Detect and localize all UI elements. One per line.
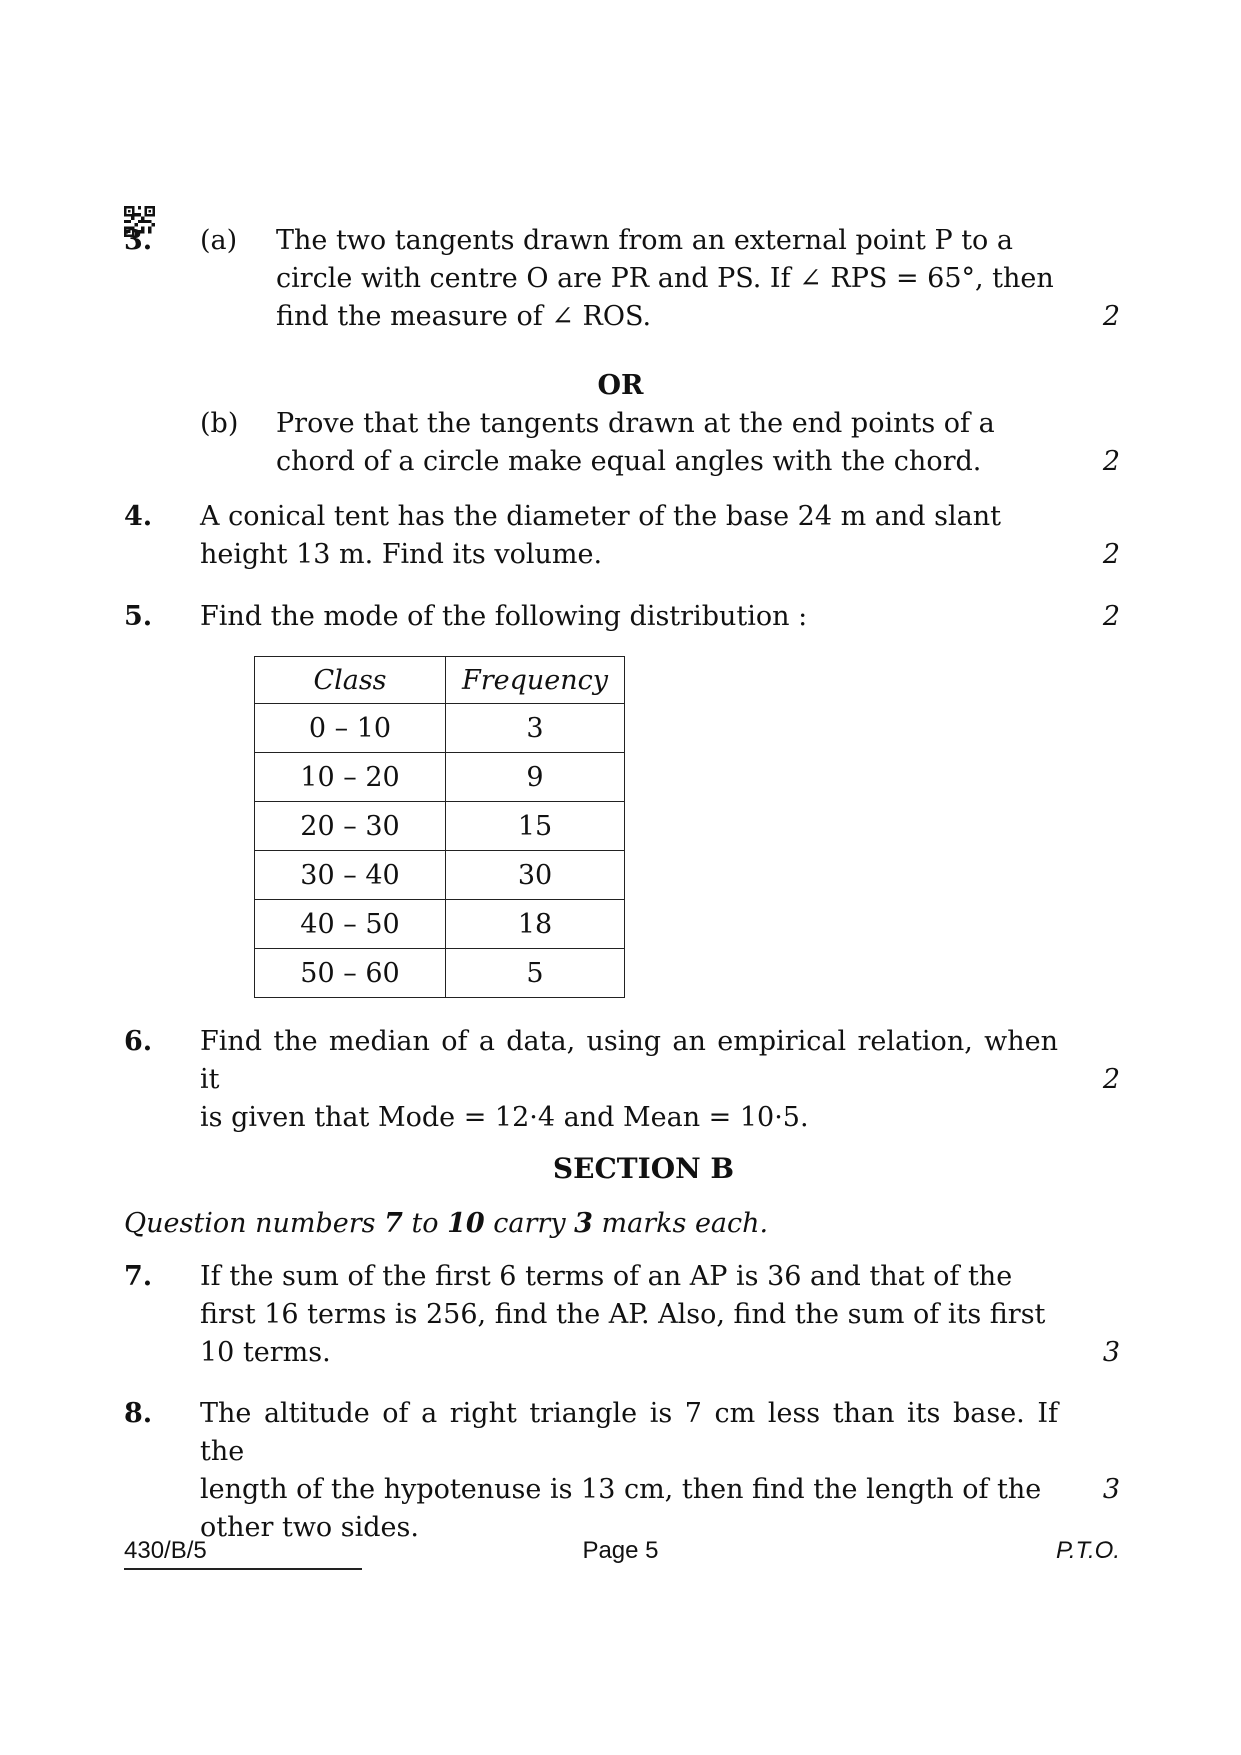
- pto-label: P.T.O.: [1055, 1537, 1120, 1564]
- table-row: [255, 900, 625, 949]
- table-row: [255, 753, 625, 802]
- table-cell: 9: [446, 753, 625, 802]
- table-cell: 30 – 40: [255, 851, 446, 900]
- text-line: Find the median of a data, using an empirical relation, when it: [200, 1026, 1058, 1095]
- question-number: 7.: [124, 1261, 153, 1292]
- page-number: Page 5: [582, 1537, 659, 1564]
- sub-label-b: (b): [200, 408, 239, 439]
- text-line: The two tangents drawn from an external point P to a: [276, 225, 1013, 256]
- question-4-text: [200, 498, 1058, 574]
- marks: 2: [1102, 601, 1120, 632]
- text-line: circle with centre O are PR and PS. If ∠ RPS = 65°, then: [276, 263, 1054, 294]
- instruction-text: Question numbers: [124, 1208, 385, 1239]
- text-line: find the measure of ∠ ROS.: [276, 301, 652, 332]
- instruction-text: marks each.: [592, 1208, 769, 1239]
- text-line: is given that Mode = 12·4 and Mean = 10·5.: [200, 1102, 809, 1133]
- table-header: Frequency: [446, 657, 625, 704]
- paper-code: 430/B/5: [124, 1537, 207, 1564]
- question-number: 8.: [124, 1398, 153, 1429]
- marks: 2: [1102, 1064, 1120, 1095]
- question-number: 4.: [124, 501, 153, 532]
- table-cell: 5: [446, 949, 625, 998]
- question-number: 6.: [124, 1026, 153, 1057]
- table-cell: 10 – 20: [255, 753, 446, 802]
- text-line: chord of a circle make equal angles with the chord.: [276, 446, 982, 477]
- footer-underline: [124, 1568, 362, 1570]
- question-5-text: Find the mode of the following distribution :: [200, 601, 808, 632]
- question-7-text: [200, 1258, 1058, 1372]
- text-line: length of the hypotenuse is 13 cm, then find the length of the: [200, 1474, 1042, 1505]
- question-6-text: [200, 1023, 1058, 1137]
- marks: 2: [1102, 539, 1120, 570]
- table-cell: 30: [446, 851, 625, 900]
- question-3b-lines: [276, 405, 1058, 481]
- text-line: A conical tent has the diameter of the base 24 m and slant: [200, 501, 1001, 532]
- marks: 3: [1102, 1474, 1120, 1505]
- text-line: If the sum of the first 6 terms of an AP is 36 and that of the: [200, 1261, 1013, 1292]
- text-line: height 13 m. Find its volume.: [200, 539, 603, 570]
- instruction-text: carry: [484, 1208, 575, 1239]
- distribution-table: [254, 656, 625, 998]
- text-line: first 16 terms is 256, find the AP. Also, find the sum of its first: [200, 1299, 1046, 1330]
- section-title: SECTION B: [552, 1152, 735, 1185]
- instruction-text: to: [402, 1208, 448, 1239]
- sub-label-a: (a): [200, 225, 238, 256]
- table-row: [255, 851, 625, 900]
- marks: 2: [1102, 301, 1120, 332]
- or-text: OR: [597, 370, 644, 401]
- question-3a-text: [276, 222, 1058, 336]
- table-header: Class: [255, 657, 446, 704]
- marks: 2: [1102, 446, 1120, 477]
- text-line: The altitude of a right triangle is 7 cm less than its base. If the: [200, 1398, 1058, 1467]
- table-cell: 18: [446, 900, 625, 949]
- marks: 3: [1102, 1337, 1120, 1368]
- or-separator: [0, 367, 1241, 405]
- table-cell: 3: [446, 704, 625, 753]
- table-row: [255, 704, 625, 753]
- table-row: [255, 802, 625, 851]
- table-cell: 50 – 60: [255, 949, 446, 998]
- table-cell: 20 – 30: [255, 802, 446, 851]
- table-cell: 0 – 10: [255, 704, 446, 753]
- section-instruction: [124, 1205, 768, 1243]
- text-line: 10 terms.: [200, 1337, 331, 1368]
- table-header-row: [255, 657, 625, 704]
- question-number: 3.: [124, 225, 153, 256]
- instruction-bold: 10: [447, 1208, 485, 1239]
- text-line: Prove that the tangents drawn at the end points of a: [276, 408, 995, 439]
- table-row: [255, 949, 625, 998]
- question-number: 5.: [124, 601, 153, 632]
- question-8-text: [200, 1395, 1058, 1547]
- instruction-bold: 7: [384, 1208, 403, 1239]
- instruction-bold: 3: [574, 1208, 593, 1239]
- table-cell: 40 – 50: [255, 900, 446, 949]
- table-cell: 15: [446, 802, 625, 851]
- text-line: other two sides.: [200, 1512, 419, 1543]
